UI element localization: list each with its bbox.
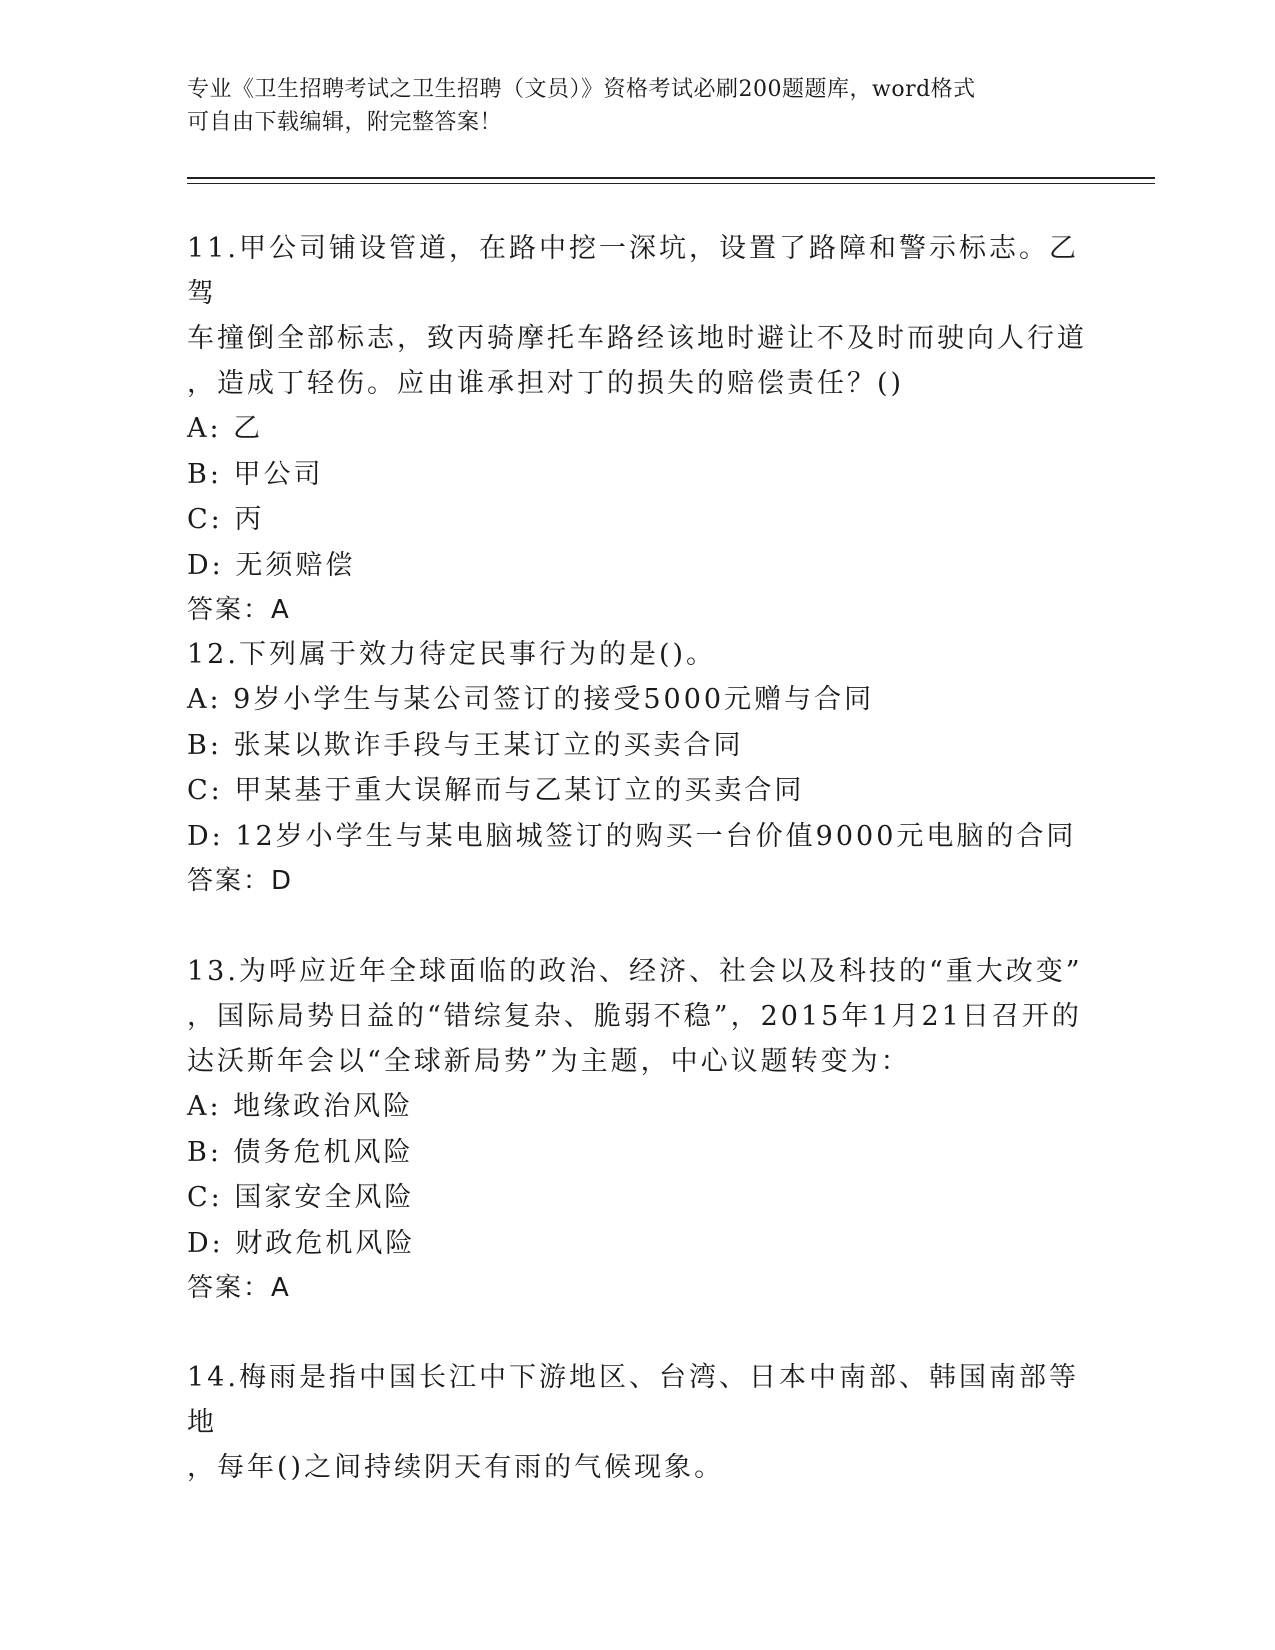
- header-line-1: 专业《卫生招聘考试之卫生招聘（文员）》资格考试必刷200题题库，word格式: [187, 77, 976, 102]
- question-stem-line: 车撞倒全部标志，致丙骑摩托车路经该地时避让不及时而驶向人行道: [187, 323, 1087, 354]
- answer: 答案：A: [187, 595, 291, 625]
- option-c: C: 丙: [187, 504, 265, 535]
- document-header: [187, 73, 1087, 139]
- option-b: B: 张某以欺诈手段与王某订立的买卖合同: [187, 729, 744, 761]
- option-a: A: 地缘政治风险: [187, 1091, 414, 1122]
- option-b: B: 甲公司: [187, 458, 324, 490]
- question-stem-line: 13.为呼应近年全球面临的政治、经济、社会以及科技的“重大改变”: [187, 956, 1083, 987]
- question-stem-line: ，每年()之间持续阴天有雨的气候现象。: [187, 1452, 725, 1483]
- question-stem-line: 11.甲公司铺设管道，在路中挖一深坑，设置了路障和警示标志。乙驾: [187, 233, 1079, 309]
- question-13: [187, 949, 1087, 1311]
- question-14: [187, 1355, 1087, 1490]
- option-d: D: 12岁小学生与某电脑城签订的购买一台价值9000元电脑的合同: [187, 820, 1077, 852]
- option-d: D: 无须赔偿: [187, 549, 356, 581]
- option-c: C: 国家安全风险: [187, 1182, 415, 1213]
- option-b: B: 债务危机风险: [187, 1136, 414, 1168]
- question-stem-line: ，造成丁轻伤。应由谁承担对丁的损失的赔偿责任？(): [187, 368, 905, 399]
- header-line-2: 可自由下载编辑，附完整答案！: [187, 110, 503, 135]
- header-rule-thin: [187, 183, 1155, 184]
- answer: 答案：D: [187, 866, 294, 896]
- option-c: C: 甲某基于重大误解而与乙某订立的买卖合同: [187, 775, 805, 806]
- option-a: A: 9岁小学生与某公司签订的接受5000元赠与合同: [187, 684, 875, 715]
- question-11: [187, 226, 1087, 633]
- question-stem-line: 12.下列属于效力待定民事行为的是()。: [187, 639, 717, 670]
- option-d: D: 财政危机风险: [187, 1227, 416, 1259]
- answer: 答案：A: [187, 1273, 291, 1303]
- question-stem-line: ，国际局势日益的“错综复杂、脆弱不稳”，2015年1月21日召开的: [187, 1001, 1082, 1032]
- option-a: A: 乙: [187, 413, 264, 444]
- question-12: [187, 632, 1087, 904]
- question-stem-line: 14.梅雨是指中国长江中下游地区、台湾、日本中南部、韩国南部等地: [187, 1362, 1079, 1438]
- header-rule-thick: [187, 177, 1155, 179]
- question-stem-line: 达沃斯年会以“全球新局势”为主题，中心议题转变为：: [187, 1046, 911, 1077]
